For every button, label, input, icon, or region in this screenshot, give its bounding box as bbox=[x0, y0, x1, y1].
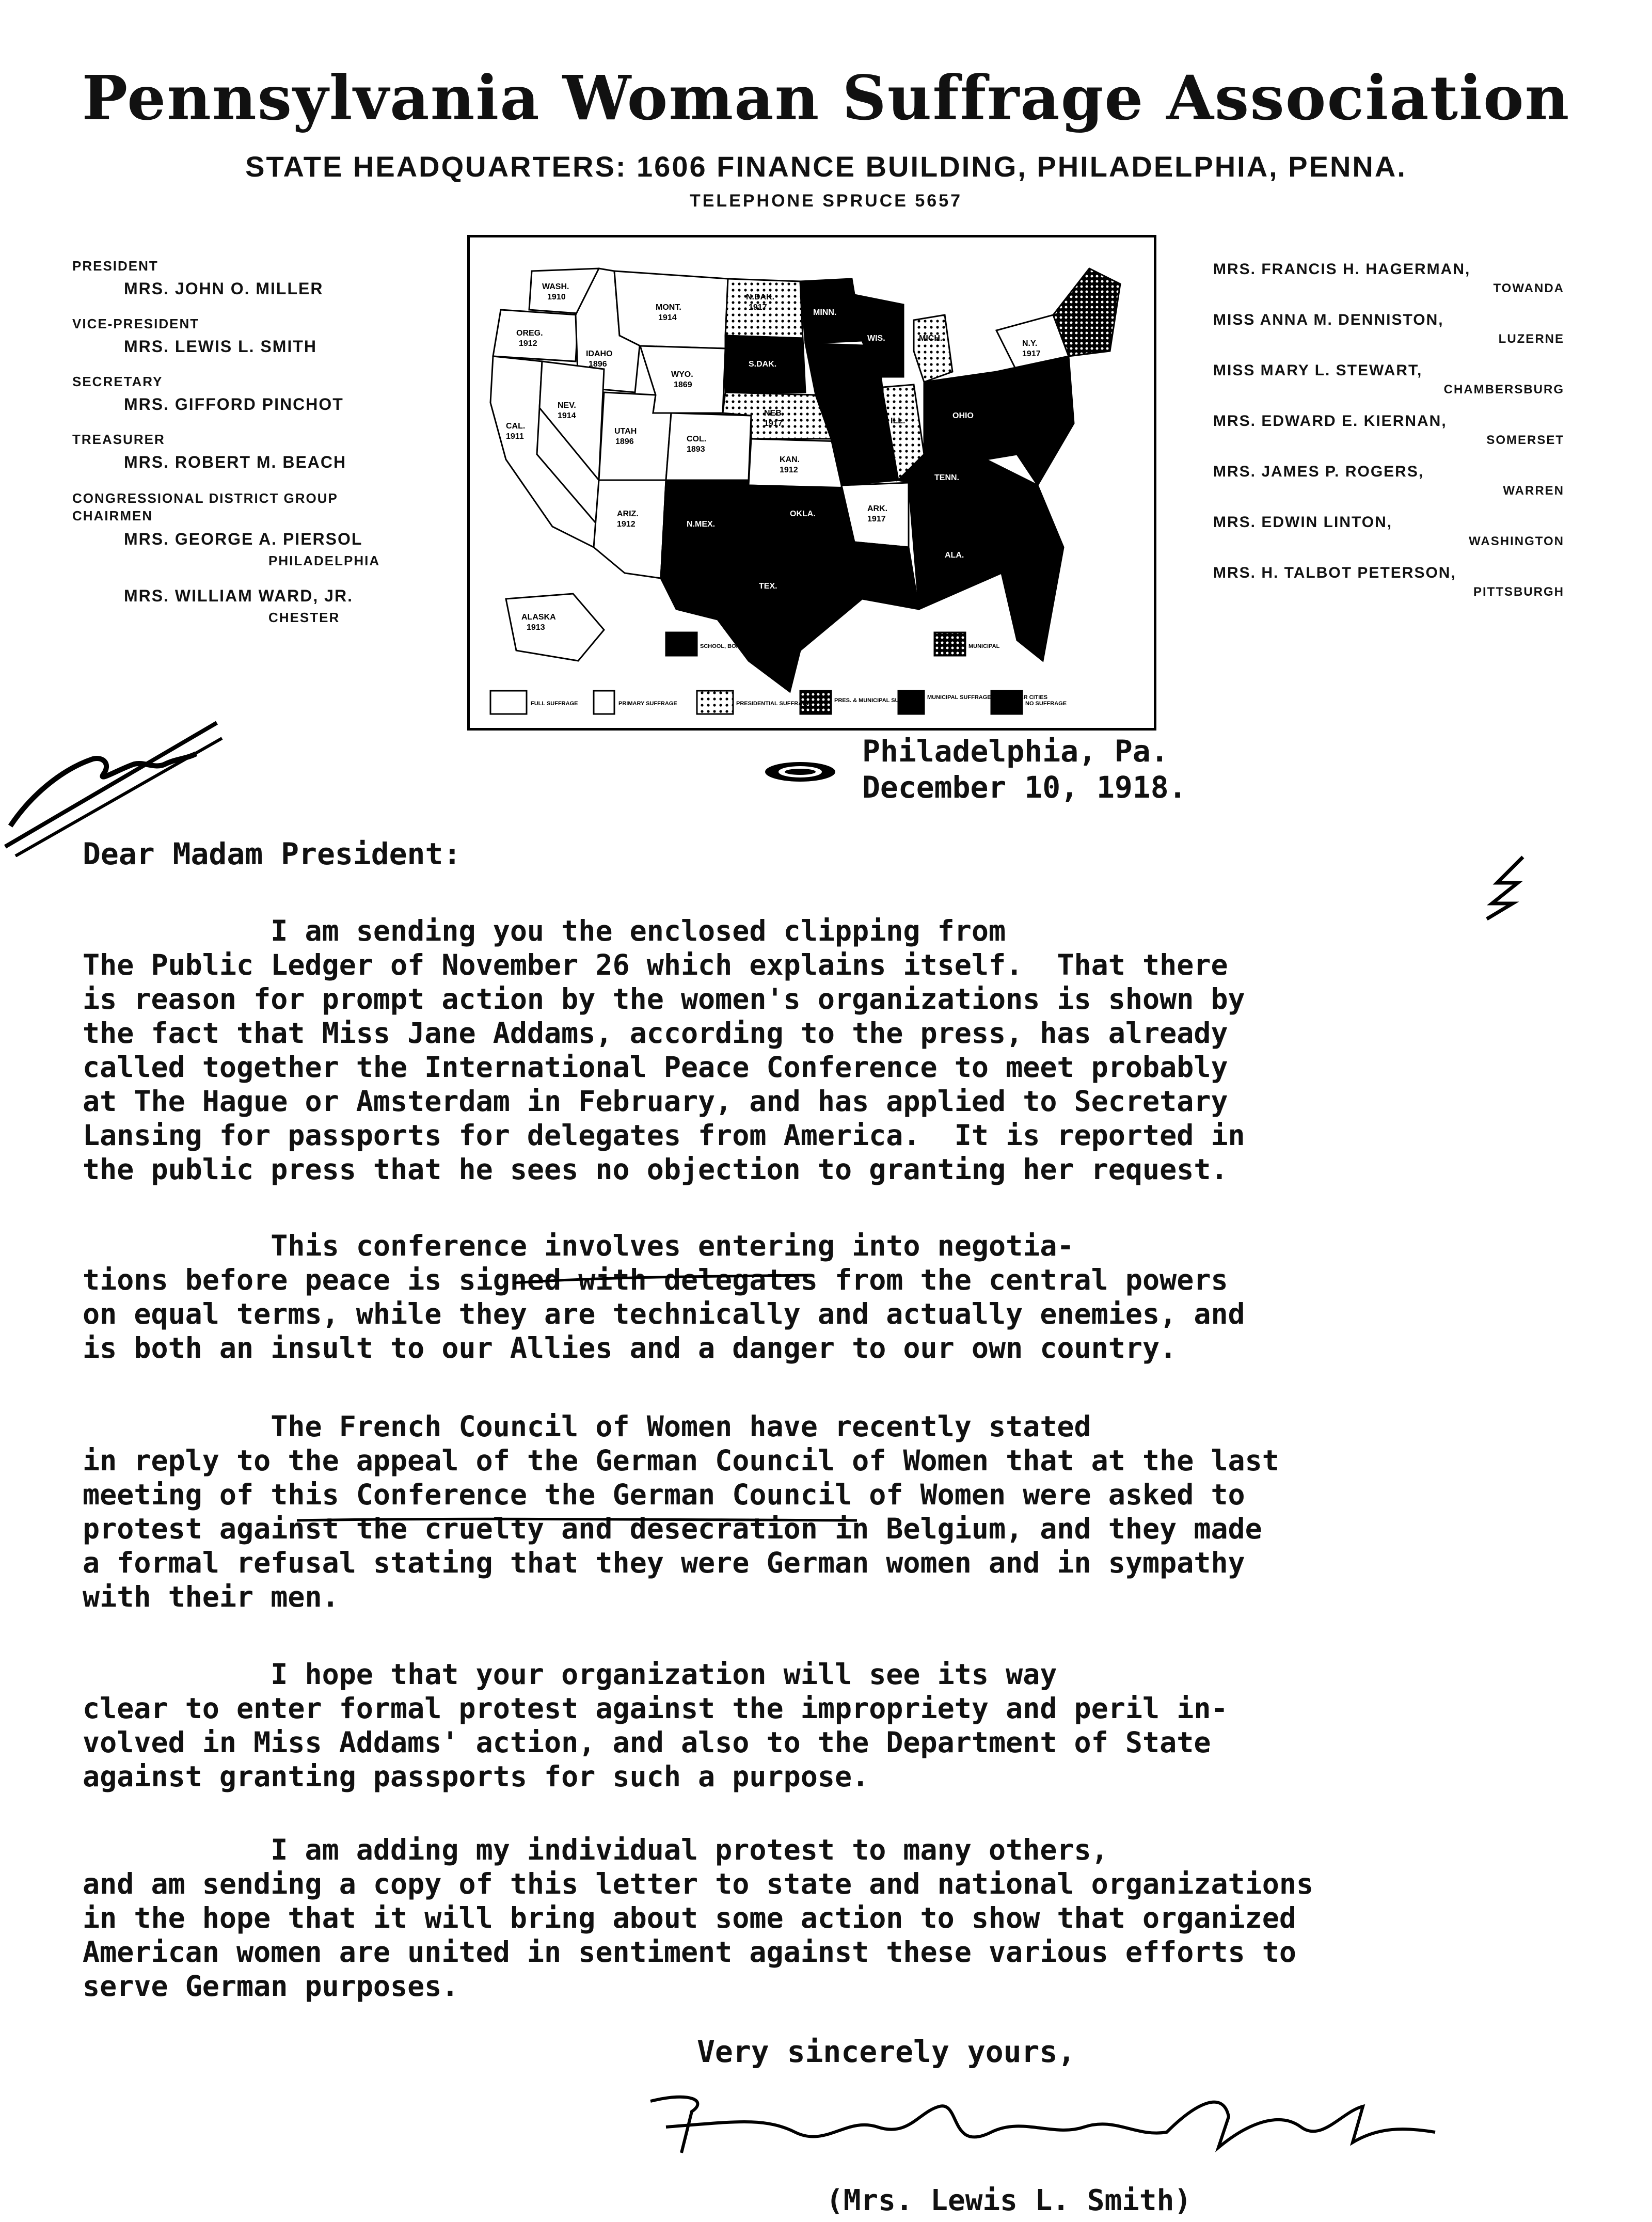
organization-title: Pennsylvania Woman Suffrage Association bbox=[82, 62, 1570, 134]
legend-text: FULL SUFFRAGE bbox=[531, 701, 578, 707]
map-year: 1917 bbox=[749, 303, 767, 312]
map-year: 1911 bbox=[506, 432, 524, 441]
state-mid-atlantic bbox=[996, 356, 1074, 485]
union-label-seal bbox=[763, 760, 838, 784]
closing: Very sincerely yours, bbox=[697, 2034, 1076, 2069]
paragraph-4: I hope that your organization will see its way clear to enter formal protest against the impropriety and peril in- volved in Miss Addams' action, and also to the Department of State against granting passports for such a purpose. bbox=[83, 1658, 1228, 1793]
officer-entry bbox=[1213, 514, 1564, 549]
officer-name: MISS MARY L. STEWART, bbox=[1213, 362, 1423, 379]
legend-text: PRESIDENTIAL SUFFRAGE bbox=[736, 701, 811, 707]
officer-entry bbox=[1213, 261, 1564, 296]
map-year: 1896 bbox=[615, 437, 634, 446]
officer-name: MISS ANNA M. DENNISTON, bbox=[1213, 311, 1444, 328]
state-nevada bbox=[539, 361, 604, 480]
map-year: 1914 bbox=[558, 411, 576, 420]
officer-entry bbox=[1213, 463, 1564, 498]
legend-text: NO SUFFRAGE bbox=[1025, 701, 1067, 707]
letter-date: December 10, 1918. bbox=[862, 770, 1187, 805]
headquarters-address: STATE HEADQUARTERS: 1606 FINANCE BUILDING, PHILADELPHIA, PENNA. bbox=[245, 150, 1407, 183]
map-label: IOWA bbox=[831, 365, 853, 374]
officer-city: TOWANDA bbox=[1493, 281, 1564, 295]
suffrage-map bbox=[467, 235, 1156, 731]
map-label: ARIZ. bbox=[617, 510, 639, 518]
map-label: KAN. bbox=[780, 455, 800, 464]
officer-city: WARREN bbox=[1503, 484, 1564, 498]
map-label: S.DAK. bbox=[749, 360, 777, 369]
map-label: CAL. bbox=[506, 422, 526, 431]
officer-city: LUZERNE bbox=[1498, 332, 1564, 346]
map-label: NEV. bbox=[558, 401, 576, 410]
map-year: 1910 bbox=[547, 293, 566, 301]
treasurer-role: TREASURER bbox=[72, 432, 165, 447]
map-year: 1912 bbox=[780, 466, 798, 474]
chairman-city: PHILADELPHIA bbox=[268, 553, 380, 568]
typed-signature-name: (Mrs. Lewis L. Smith) bbox=[826, 2184, 1192, 2217]
legend-text: PRES. & MUNICIPAL SUFFRAGE bbox=[834, 697, 923, 704]
handwritten-signature bbox=[630, 2070, 1456, 2173]
state-michigan bbox=[914, 315, 952, 382]
telephone-line: TELEPHONE SPRUCE 5657 bbox=[689, 191, 963, 211]
map-label: N.DAK. bbox=[746, 293, 775, 301]
legend-swatch-school bbox=[666, 632, 697, 656]
officers-right-column bbox=[1213, 261, 1564, 615]
underline-this-conference bbox=[511, 1257, 811, 1298]
map-label: ALASKA bbox=[521, 613, 556, 622]
secretary-role: SECRETARY bbox=[72, 374, 163, 389]
state-new-england bbox=[1053, 268, 1120, 356]
suffrage-map-drawing bbox=[470, 237, 1154, 728]
map-year: 1869 bbox=[674, 380, 692, 389]
legend-swatch-municipal-top bbox=[934, 632, 965, 656]
map-label: WASH. bbox=[542, 282, 569, 291]
officer-entry bbox=[1213, 311, 1564, 346]
legend-text: SCHOOL, BOND or TAX bbox=[700, 643, 764, 649]
map-year: 1912 bbox=[617, 520, 636, 529]
map-label: MINN. bbox=[813, 308, 837, 317]
paragraph-5: I am adding my individual protest to many others, and am sending a copy of this letter to state and national organizations in the hope that it will bring about some action to show that organized American women are united in sentiment against these various efforts to serve German purposes. bbox=[83, 1833, 1314, 2003]
chairmen-role: CONGRESSIONAL DISTRICT GROUP CHAIRMEN bbox=[72, 490, 338, 523]
map-label: OREG. bbox=[516, 329, 543, 338]
map-label: NEB. bbox=[764, 409, 784, 418]
map-label: N.Y. bbox=[1022, 339, 1038, 348]
state-southeast bbox=[898, 459, 1063, 661]
state-alaska bbox=[506, 594, 604, 661]
state-louisiana bbox=[854, 542, 919, 609]
legend-swatch-presidential bbox=[697, 691, 733, 714]
map-label: TEX. bbox=[759, 582, 777, 591]
paragraph-2: This conference involves entering into negotia- tions before peace is signed with delegates from the central powers on equal terms, while they are technically and actually enemies, and is both an insult to our Allies and a danger to our own country. bbox=[83, 1229, 1245, 1364]
officer-name: MRS. FRANCIS H. HAGERMAN, bbox=[1213, 261, 1471, 278]
chairman-city: CHESTER bbox=[268, 610, 340, 625]
map-year: 1896 bbox=[589, 360, 607, 369]
officer-entry bbox=[1213, 362, 1564, 397]
map-label: ALA. bbox=[945, 551, 964, 560]
officer-city: PITTSBURGH bbox=[1473, 585, 1564, 599]
president-name: MRS. JOHN O. MILLER bbox=[124, 279, 324, 298]
officer-name: MRS. JAMES P. ROGERS, bbox=[1213, 463, 1424, 480]
map-label: OHIO bbox=[952, 411, 974, 420]
officer-name: MRS. H. TALBOT PETERSON, bbox=[1213, 564, 1456, 581]
secretary-name: MRS. GIFFORD PINCHOT bbox=[124, 395, 344, 414]
map-label: WYO. bbox=[671, 370, 693, 379]
map-label: IDAHO bbox=[586, 350, 613, 358]
paragraph-1: I am sending you the enclosed clipping from The Public Ledger of November 26 which explains itself. That there is reason for prompt action by the women's organizations is shown by the fact that Miss Jane Addams, according to the press, has already called together the International Peace Conference to meet probably at The Hague or Amsterdam in February, and has applied to Secretary Lansing for passports for delegates from America. It is reported in the public press that he sees no objection to granting her request. bbox=[83, 914, 1245, 1186]
map-label: ARK. bbox=[867, 504, 888, 513]
handwritten-margin-mark bbox=[0, 692, 227, 857]
vice-president-role: VICE-PRESIDENT bbox=[72, 316, 200, 331]
map-year: 1912 bbox=[519, 339, 537, 348]
map-label: MONT. bbox=[656, 303, 681, 312]
officer-city: WASHINGTON bbox=[1469, 534, 1564, 548]
map-year: 1914 bbox=[658, 313, 677, 322]
map-year: 1893 bbox=[687, 445, 705, 454]
map-year: 1917 bbox=[764, 419, 783, 428]
salutation: Dear Madam President: bbox=[83, 836, 462, 871]
map-label: ILL. bbox=[891, 417, 906, 425]
chairman-name: MRS. WILLIAM WARD, JR. bbox=[124, 586, 353, 605]
president-role: PRESIDENT bbox=[72, 258, 158, 274]
map-label: UTAH bbox=[614, 427, 637, 436]
officer-name: MRS. EDWIN LINTON, bbox=[1213, 514, 1393, 531]
legend-text: PRIMARY SUFFRAGE bbox=[618, 701, 677, 707]
chairman-name: MRS. GEORGE A. PIERSOL bbox=[124, 530, 363, 548]
legend-swatch-primary bbox=[594, 691, 614, 714]
map-year: 1917 bbox=[1022, 350, 1041, 358]
state-arizona bbox=[594, 480, 666, 578]
officer-entry bbox=[1213, 564, 1564, 599]
treasurer-name: MRS. ROBERT M. BEACH bbox=[124, 453, 347, 471]
officer-city: SOMERSET bbox=[1486, 433, 1564, 447]
map-label: WIS. bbox=[867, 334, 885, 343]
map-year: 1917 bbox=[867, 515, 886, 523]
underline-this-conference-2 bbox=[294, 1505, 862, 1541]
map-label: MICH. bbox=[919, 334, 943, 343]
state-new-mexico bbox=[661, 480, 749, 578]
state-colorado bbox=[666, 413, 751, 480]
margin-scribble bbox=[1476, 852, 1538, 924]
map-label: COL. bbox=[687, 435, 707, 443]
map-label: N.MEX. bbox=[687, 520, 716, 529]
officer-entry bbox=[1213, 412, 1564, 448]
map-label: OKLA. bbox=[790, 510, 816, 518]
vice-president-name: MRS. LEWIS L. SMITH bbox=[124, 337, 317, 356]
date-place: Philadelphia, Pa. bbox=[862, 734, 1169, 769]
officer-city: CHAMBERSBURG bbox=[1443, 383, 1564, 396]
legend-text: MUNICIPAL bbox=[968, 643, 1000, 649]
map-label: TENN. bbox=[934, 473, 959, 482]
legend-text: MUNICIPAL SUFFRAGE IN CHARTER CITIES bbox=[927, 694, 1048, 701]
officer-name: MRS. EDWARD E. KIERNAN, bbox=[1213, 412, 1447, 430]
officers-left-column bbox=[72, 258, 423, 626]
paragraph-3: The French Council of Women have recently stated in reply to the appeal of the German Council of Women that at the last meeting of this Conference the German Council of Women were asked to protest against the cruelty and desecration in Belgium, and they made a formal refusal stating that they were German women and in sympathy with their men. bbox=[83, 1410, 1279, 1613]
map-year: 1913 bbox=[527, 623, 545, 632]
date-block bbox=[862, 733, 1187, 805]
legend-swatch-full bbox=[490, 691, 527, 714]
